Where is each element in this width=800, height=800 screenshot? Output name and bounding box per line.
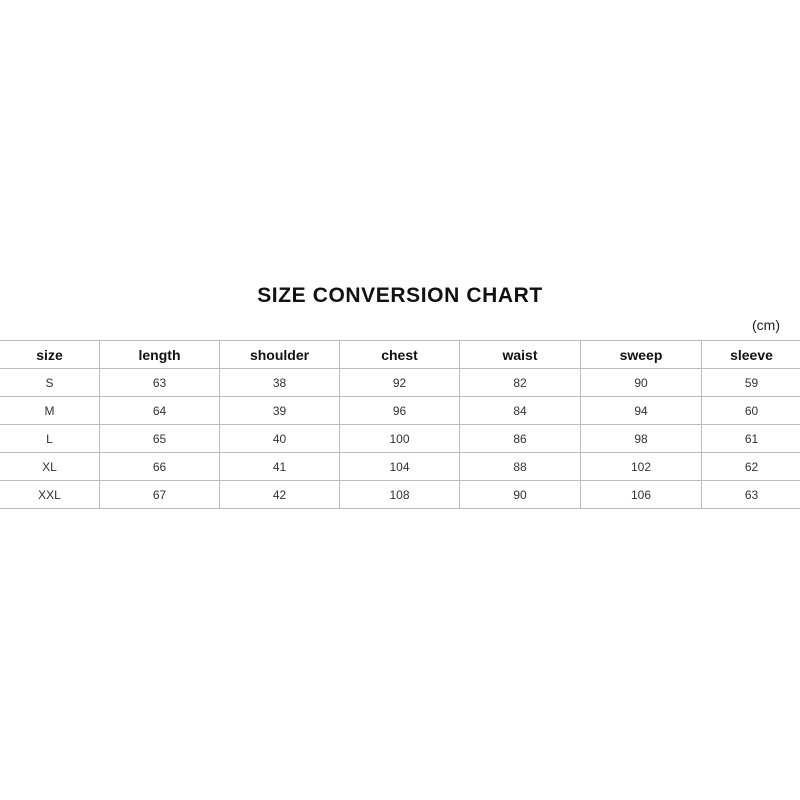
cell-shoulder: 41 bbox=[220, 453, 340, 481]
cell-shoulder: 39 bbox=[220, 397, 340, 425]
cell-size: M bbox=[0, 397, 100, 425]
cell-length: 64 bbox=[100, 397, 220, 425]
header-shoulder: shoulder bbox=[220, 341, 340, 369]
header-sleeve: sleeve bbox=[702, 341, 800, 369]
header-length: length bbox=[100, 341, 220, 369]
table-row bbox=[0, 369, 800, 397]
size-table bbox=[0, 340, 800, 509]
table-row bbox=[0, 481, 800, 509]
header-waist: waist bbox=[460, 341, 581, 369]
cell-waist: 88 bbox=[460, 453, 581, 481]
cell-sleeve: 63 bbox=[702, 481, 800, 509]
cell-sleeve: 59 bbox=[702, 369, 800, 397]
cell-size: XL bbox=[0, 453, 100, 481]
chart-title: SIZE CONVERSION CHART bbox=[257, 284, 543, 307]
cell-length: 65 bbox=[100, 425, 220, 453]
cell-shoulder: 42 bbox=[220, 481, 340, 509]
cell-shoulder: 40 bbox=[220, 425, 340, 453]
cell-length: 63 bbox=[100, 369, 220, 397]
unit-label: (cm) bbox=[752, 317, 780, 333]
cell-shoulder: 38 bbox=[220, 369, 340, 397]
cell-length: 67 bbox=[100, 481, 220, 509]
cell-sleeve: 60 bbox=[702, 397, 800, 425]
cell-sweep: 106 bbox=[581, 481, 702, 509]
cell-chest: 104 bbox=[340, 453, 460, 481]
cell-chest: 96 bbox=[340, 397, 460, 425]
table-row bbox=[0, 397, 800, 425]
table-row bbox=[0, 453, 800, 481]
cell-chest: 92 bbox=[340, 369, 460, 397]
header-sweep: sweep bbox=[581, 341, 702, 369]
cell-size: S bbox=[0, 369, 100, 397]
cell-sweep: 98 bbox=[581, 425, 702, 453]
cell-sweep: 94 bbox=[581, 397, 702, 425]
cell-chest: 100 bbox=[340, 425, 460, 453]
cell-waist: 86 bbox=[460, 425, 581, 453]
table-row bbox=[0, 425, 800, 453]
cell-waist: 82 bbox=[460, 369, 581, 397]
header-size: size bbox=[0, 341, 100, 369]
cell-sweep: 90 bbox=[581, 369, 702, 397]
cell-length: 66 bbox=[100, 453, 220, 481]
cell-sleeve: 62 bbox=[702, 453, 800, 481]
cell-size: L bbox=[0, 425, 100, 453]
cell-sweep: 102 bbox=[581, 453, 702, 481]
cell-waist: 90 bbox=[460, 481, 581, 509]
header-chest: chest bbox=[340, 341, 460, 369]
cell-size: XXL bbox=[0, 481, 100, 509]
header-row bbox=[0, 341, 800, 369]
cell-chest: 108 bbox=[340, 481, 460, 509]
cell-waist: 84 bbox=[460, 397, 581, 425]
cell-sleeve: 61 bbox=[702, 425, 800, 453]
